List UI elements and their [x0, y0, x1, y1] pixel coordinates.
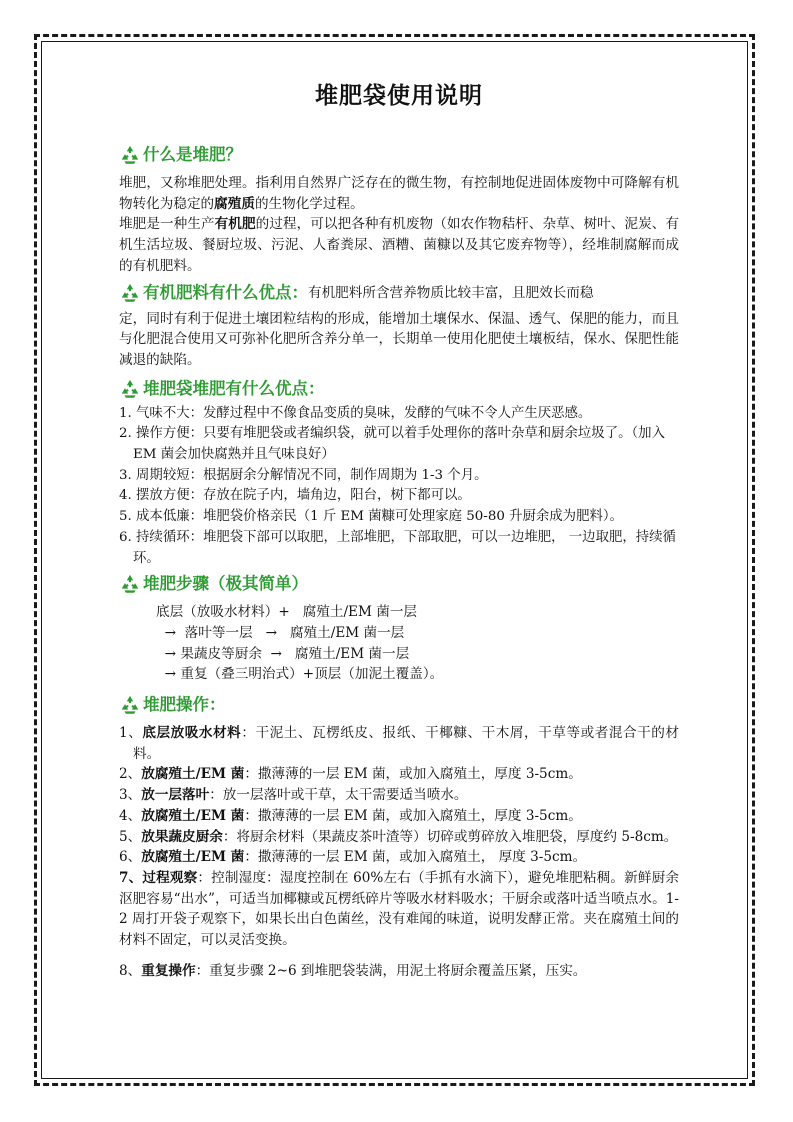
operation-item: [119, 723, 679, 764]
section-title-text: 堆肥操作：: [143, 695, 226, 715]
op-text: ：将厨余材料（果蔬皮茶叶渣等）切碎或剪碎放入堆肥袋，厚度约 5-8cm。: [222, 828, 678, 845]
section-title-organic-fertilizer: [119, 281, 679, 305]
text: 堆肥，又称堆肥处理。指利用自然界广泛存在的微生物，有控制地促进固体废物中可降解有机物转化为稳定的: [119, 175, 679, 212]
paragraph-advantages: 定，同时有利于促进土壤团粒结构的形成，能增加土壤保水、保温、透气、保肥的能力，而且与化肥混合使用又可弥补化肥所含养分单一，长期单一使用化肥使土壤板结，保水、保肥性能减退的缺陷。: [119, 310, 679, 368]
op-text: ：放一层落叶或干草，太干需要适当喷水。: [209, 787, 468, 804]
op-text: ：重复步骤 2~6 到堆肥袋装满，用泥土将厨余覆盖压紧，压实。: [195, 962, 587, 979]
section-title-steps: [119, 572, 679, 596]
list-item: 2. 操作方便：只要有堆肥袋或者编织袋，就可以着手处理你的落叶杂草和厨余垃圾了。（加入 EM 菌会加快腐熟并且气味良好）: [119, 426, 665, 463]
operation-item: [119, 868, 679, 951]
recycle-icon: [119, 144, 141, 166]
section-title-text: 什么是堆肥？: [143, 145, 242, 164]
operation-item: [119, 764, 679, 785]
text: 的过程，可以把各种有机废物（如农作物秸杆、杂草、树叶、泥炭、有机生活垃圾、餐厨垃圾、污泥、人畜粪尿、酒糟、菌糠以及其它废弃物等），经堆制腐解而成的有机肥料。: [119, 216, 680, 274]
op-title: 放果蔬皮厨余: [141, 828, 223, 845]
op-num: 7、: [119, 869, 143, 886]
step-line: → 落叶等一层 → 腐殖土/EM 菌一层: [156, 624, 405, 641]
paragraph-definition: [119, 173, 679, 214]
section-title-text: 有机肥料有什么优点：: [143, 282, 308, 302]
op-title: 放一层落叶: [141, 787, 210, 804]
op-text: ：干泥土、瓦楞纸皮、报纸、干椰糠、干木屑，干草等或者混合干的材料。: [133, 725, 680, 762]
op-title: 放腐殖土/EM 菌: [141, 849, 245, 866]
operation-item: [119, 806, 679, 827]
operation-item: [119, 827, 679, 848]
recycle-icon: [119, 573, 141, 595]
bold-term: 有机肥: [214, 216, 256, 233]
op-num: 5、: [119, 828, 142, 845]
section-title-bag-advantages: [119, 377, 679, 401]
advantages-list: [119, 404, 679, 570]
section-title-text: 堆肥袋堆肥有什么优点：: [143, 378, 325, 398]
op-title: 底层放吸水材料: [142, 725, 242, 742]
section-title-text: 堆肥步骤（极其简单）: [143, 574, 308, 594]
document-body: [119, 70, 679, 982]
text: 堆肥是一种生产: [119, 216, 215, 233]
text: 的生物化学过程。: [254, 195, 364, 212]
op-title: 放腐殖土/EM 菌: [141, 807, 245, 824]
step-line: → 重复（叠三明治式）+顶层（加泥土覆盖）。: [156, 666, 444, 683]
recycle-icon: [119, 694, 141, 716]
op-num: 6、: [119, 849, 142, 866]
op-text: ：控制湿度：湿度控制在 60%左右（手抓有水滴下），避免堆肥粘稠。新鲜厨余沤肥容易“出水”，可适当加椰糠或瓦楞纸碎片等吸水材料吸水；干厨余或落叶适当喷点水。1-2 周打开袋子观察下，如果长出白色菌丝，没有难闻的味道，说明发酵正常。夹在腐殖土间的材料不固定，可以灵活变换。: [119, 869, 680, 949]
list-item: 6. 持续循环：堆肥袋下部可以取肥，上部堆肥，下部取肥，可以一边堆肥， 一边取肥，持续循环。: [119, 529, 676, 566]
section-title-what-is-compost: [119, 143, 679, 167]
step-line: 底层（放吸水材料）+ 腐殖土/EM 菌一层: [156, 604, 418, 621]
op-num: 1、: [119, 725, 143, 742]
steps-list: [119, 602, 679, 685]
step-line: → 果蔬皮等厨余 → 腐殖土/EM 菌一层: [156, 645, 410, 662]
op-title: 重复操作: [141, 962, 196, 979]
operations-list: [119, 723, 679, 981]
paragraph-process: [119, 214, 679, 276]
op-text: ：撒薄薄的一层 EM 菌，或加入腐殖土， 厚度 3-5cm。: [244, 849, 587, 866]
bold-term: 腐殖质: [214, 195, 255, 212]
operation-item: [119, 847, 679, 868]
list-item: 5. 成本低廉：堆肥袋价格亲民（1 斤 EM 菌糠可处理家庭 50-80 升厨余成为肥料）。: [119, 509, 623, 525]
section-lead-text: 有机肥料所含营养物质比较丰富，且肥效长而稳: [308, 284, 594, 301]
op-text: ：撒薄薄的一层 EM 菌，或加入腐殖土，厚度 3-5cm。: [244, 807, 582, 824]
op-text: ：撒薄薄的一层 EM 菌，或加入腐殖土，厚度 3-5cm。: [244, 766, 582, 783]
list-item: 1. 气味不大：发酵过程中不像食品变质的臭味，发酵的气味不令人产生厌恶感。: [119, 405, 592, 421]
section-title-operations: [119, 693, 679, 717]
operation-item: [119, 785, 679, 806]
page-title: 堆肥袋使用说明: [315, 82, 483, 109]
list-item: 4. 摆放方便：存放在院子内，墙角边，阳台，树下都可以。: [119, 488, 471, 504]
op-title: 放腐殖土/EM 菌: [141, 766, 245, 783]
op-num: 2、: [119, 766, 142, 783]
op-num: 8、: [119, 962, 142, 979]
operation-item: [119, 961, 679, 982]
recycle-icon: [119, 282, 141, 304]
op-num: 3、: [119, 787, 142, 804]
op-title: 过程观察: [142, 869, 198, 886]
list-item: 3. 周期较短：根据厨余分解情况不同，制作周期为 1-3 个月。: [119, 467, 488, 483]
recycle-icon: [119, 378, 141, 400]
op-num: 4、: [119, 807, 142, 824]
